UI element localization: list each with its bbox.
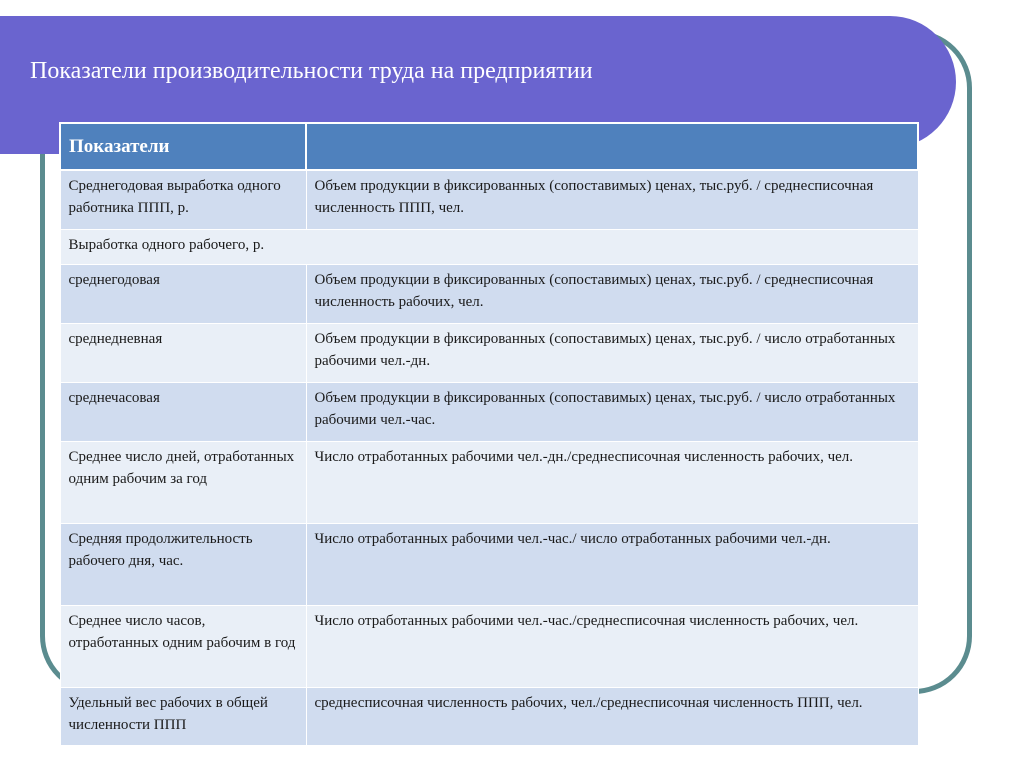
header-band-edge (0, 148, 60, 154)
indicator-cell: среднечасовая (60, 382, 306, 441)
table-row (60, 323, 918, 382)
table-row (60, 687, 918, 745)
table-row (60, 229, 918, 264)
indicator-cell: Средняя продолжительность рабочего дня, час. (60, 523, 306, 605)
table-header-row (60, 123, 918, 170)
indicator-cell: Выработка одного рабочего, р. (60, 229, 918, 264)
header-indicators: Показатели (60, 123, 306, 170)
indicator-cell: среднегодовая (60, 264, 306, 323)
formula-cell: Число отработанных рабочими чел.-час./среднесписочная численность рабочих, чел. (306, 605, 918, 687)
indicator-cell: Среднегодовая выработка одного работника ППП, р. (60, 170, 306, 229)
indicator-cell: среднедневная (60, 323, 306, 382)
table-row (60, 605, 918, 687)
indicator-cell: Удельный вес рабочих в общей численности ППП (60, 687, 306, 745)
formula-cell: Число отработанных рабочими чел.-дн./среднесписочная численность рабочих, чел. (306, 441, 918, 523)
table-row (60, 264, 918, 323)
table-row (60, 170, 918, 229)
header-formula (306, 123, 918, 170)
indicator-cell: Среднее число дней, отработанных одним рабочим за год (60, 441, 306, 523)
table-row (60, 382, 918, 441)
formula-cell: Объем продукции в фиксированных (сопоставимых) ценах, тыс.руб. / число отработанных рабочими чел.-час. (306, 382, 918, 441)
formula-cell: среднесписочная численность рабочих, чел./среднесписочная численность ППП, чел. (306, 687, 918, 745)
table-row (60, 441, 918, 523)
table-row (60, 523, 918, 605)
formula-cell: Число отработанных рабочими чел.-час./ число отработанных рабочими чел.-дн. (306, 523, 918, 605)
indicator-cell: Среднее число часов, отработанных одним рабочим в год (60, 605, 306, 687)
formula-cell: Объем продукции в фиксированных (сопоставимых) ценах, тыс.руб. / среднесписочная численность рабочих, чел. (306, 264, 918, 323)
slide-title: Показатели производительности труда на предприятии (30, 58, 593, 84)
indicators-table (59, 122, 919, 746)
formula-cell: Объем продукции в фиксированных (сопоставимых) ценах, тыс.руб. / число отработанных рабочими чел.-дн. (306, 323, 918, 382)
formula-cell: Объем продукции в фиксированных (сопоставимых) ценах, тыс.руб. / среднесписочная численность ППП, чел. (306, 170, 918, 229)
